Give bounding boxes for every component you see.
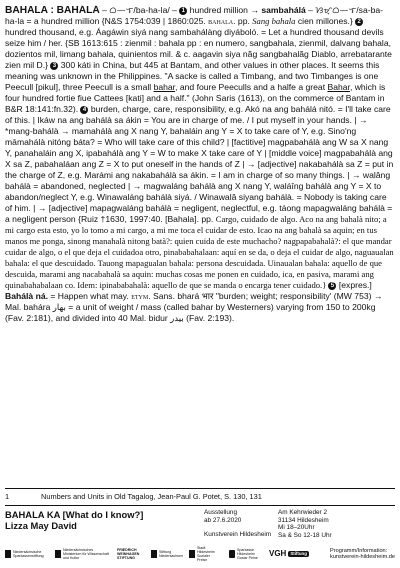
logo-mark-icon bbox=[229, 550, 235, 558]
footnote-text: Numbers and Units in Old Tagalog, Jean-Paul G. Potet, S. 130, 131 bbox=[41, 492, 262, 501]
program-info: Programm/Information: kunstverein-hildesheim.de bbox=[330, 547, 395, 560]
sense-number-1: 1 bbox=[179, 7, 187, 15]
sparkassenstiftung-logo: Niedersächsische Sparkassenstiftung bbox=[5, 550, 47, 558]
sense-number-5: 5 bbox=[328, 282, 336, 290]
footnote bbox=[5, 492, 395, 501]
sense-number-4: 4 bbox=[80, 106, 88, 114]
logo-mark-icon bbox=[151, 550, 157, 558]
divider-top bbox=[5, 488, 395, 489]
sponsor-logos bbox=[5, 545, 395, 563]
sparkasse-logo: Sparkasse Hildesheim Goslar Peine bbox=[229, 548, 261, 560]
logo-mark-icon bbox=[5, 550, 11, 558]
exhibition-title: BAHALA KA [What do I know?] Lizza May David bbox=[5, 509, 144, 531]
logo-mark-icon bbox=[189, 550, 195, 558]
ministerium-logo: Niedersächsisches Ministerium für Wissenschaft und Kultur bbox=[55, 548, 109, 560]
dictionary-entry: BAHALA : BAHÁLÁ – ᜊᜑᜎ/ba-ha-la/ – 1 hundred million → sambahálá – ᜐᜋ᜔ᜊᜑᜎ/sa-ba-ha-la = a hundred million {N&S 1754:039 | 1860:025. bahala. pp. Sang bahala cien millones.} 2 hundred thousand, e.g. Áagáwin siyá nang sambahálàng diyáboló. = Let a hundred thousand devils seize him / her. {SB 1613:615 : zienmil : bahala pp : en numero, sangbahala, zienmil, dalvang bahala, dozientos mil, limang bahala, quinientos mil. & c. aagavin siya nãg sangbahalãg Diablo, arrebatarante zien mil D.} 3 300 káti in China, but 445 at Bantam, and other values in other places. It seems this meaning was unknown in the Philippines. "A sacke is called a Timbang, and two Timbanges is one Peecull [pikul], three Peecull is a small bahar, and foure Peeculls and a halfe a great Bahar, which is four hundred fortie fiue Cattees [kati] and a half." (John Saris (1613), on the commerce of Bantam in B&R 18:141:fn.32). 4 burden, charge, care, responsibility, e.g. Akó na ang bahálá nitó. = I'll take care of this. | Ikáw na ang bahálà sa ákin = You are in charge of me. / I put myself in your hands. | → *mang-bahálà → mamahálà ang X nang Y, bahaláin ang Y = X to take care of Y, e.g. Sino'ng māmahálà nitóng báta? = Who will take care of this child? | [factitive] magpabahálà ang W sa X nang Y, panahaláin ang X, ipabahálà ang Y = W to make X take care of Y | [middle voice] magpabahálà ang X sa Z, pabahaláan ang Z = X to put oneself in the hands of Z | → [adjective] nakabahálà sa Z = put in the charge of Z, e.g. Marámi ang nakabahálà sa ákin. = I am in charge of so many things. | → walâng bahálà = abandoned, neglected | → magwaláng bahálà ang X nang Y, waláîng bahálà ang Y = X to abandon/neglect Y, e.g. Winawaláng bahálà siyá. / Winawalâ siyang bahálà. = Nobody is taking care of him. | → [adjective] mapagwaláng bahálà = negligent, neglectful, e.g. táong mapagwaláng bahálà = a negligent person {Ruiz †1630, 1997:40. [Bahala]. pp. Cargo, cuidado de algo. Aco na ang bahalà nito; a mi cargo esta esto, yo lo tomo a mi cargo, a mi me toca el cuidar de esto. Icao na ang bahalà sa aquin; en tus manos me ponga, sinong manahalà nitong batà?: quien cuida de este muchacho? nagpapabahalà?: el que mandar cuidar de algo, o el que deja el cuidadoa otro, pinababahalaan: aquí en se da, o deja el cuidar de algo, naguaualan bahala: el que descuidado. Tauong mapagualan bahala: persona descuidada. Uinaualan bahala: aquello de que descuida, marami ang nacabahalà sa aquin: muchas cosas me ponen en cuidado, ica, en pasiva, marami ang quinabahabalaan co. Idem: ipinababahalà: aquello de que se manda o encarga tener cuidado.} 5 [expres.] Bahálà ná. = Happen what may. etym. Sans. bhará भार "burden; weight; responsibility' (MW 753) → Mal. bahára بهار = a unit of weight / mass (called bahar by Westerners) varying from 150 to 200kg (Fav. 2:181), and divided into 40 Mal. bidur بيدر (Fav. 2:193). bbox=[5, 5, 394, 323]
vgh-logo: VGH Stiftung bbox=[269, 549, 307, 558]
stadt-hildesheim-logo: Stadt Hildesheim Sozialer Preise bbox=[189, 546, 221, 562]
sense-number-2: 2 bbox=[355, 18, 363, 26]
footnote-number: 1 bbox=[5, 492, 10, 501]
exhibition-info: Ausstellung ab 27.6.2020 Kunstverein Hildesheim bbox=[204, 509, 272, 539]
exhibition-address: Am Kehrwieder 2 31134 Hildesheim Mi 18–20Uhr Sa & So 12-18 Uhr bbox=[278, 509, 332, 539]
sense-number-3: 3 bbox=[50, 62, 58, 70]
headword: BAHALA : BAHÁLÁ bbox=[5, 5, 100, 16]
logo-mark-icon bbox=[55, 550, 61, 558]
stiftung-niedersachsen-logo: Stiftung Niedersachsen bbox=[151, 550, 181, 558]
weinhagen-logo: FRIEDRICH WEINHAGEN STIFTUNG bbox=[117, 548, 140, 560]
divider-middle bbox=[5, 505, 395, 506]
